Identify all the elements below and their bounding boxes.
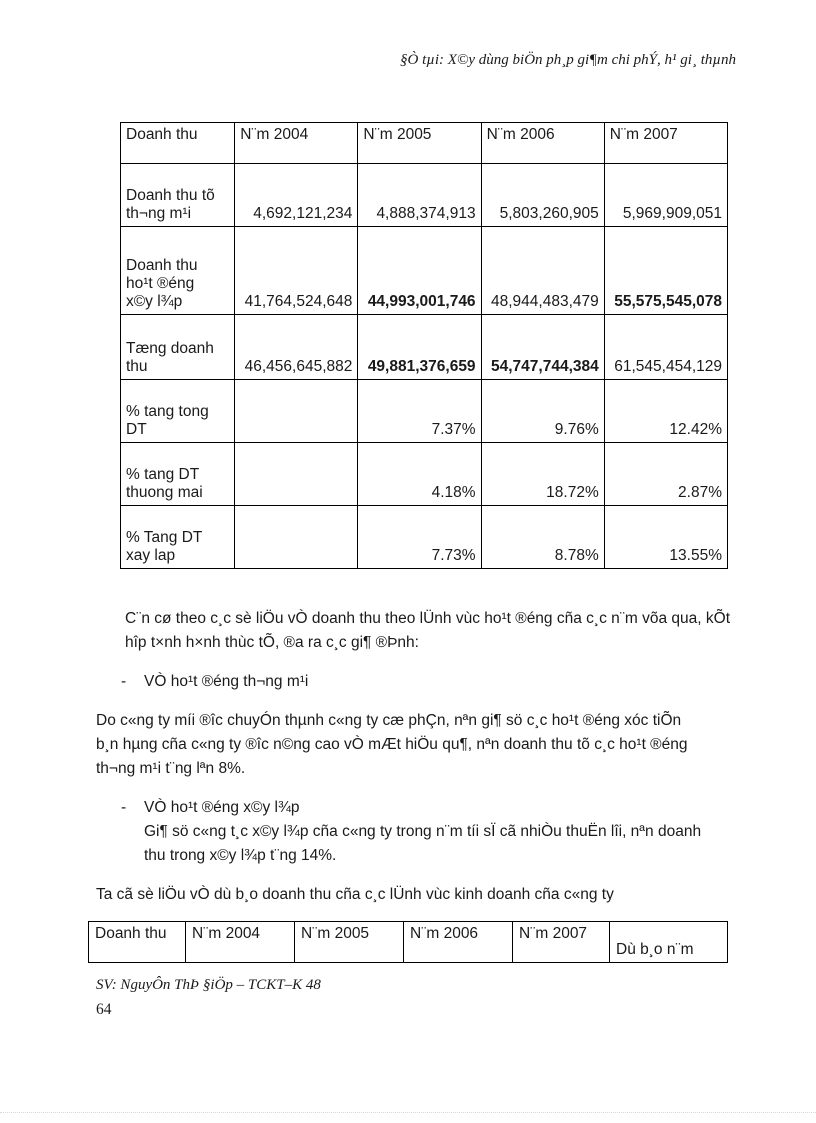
table-cell: 4.18% — [358, 443, 481, 506]
table-cell: 8.78% — [481, 506, 604, 569]
table-cell: 46,456,645,882 — [235, 315, 358, 380]
header-cell: Doanh thu — [89, 922, 186, 963]
table-cell: 9.76% — [481, 380, 604, 443]
table-cell: 18.72% — [481, 443, 604, 506]
header-cell: N¨m 2007 — [604, 123, 727, 164]
bullet-item: VÒ ho¹t ®éng x©y l¾p — [144, 799, 300, 816]
forecast-table — [88, 921, 728, 963]
table-cell: 4,692,121,234 — [235, 164, 358, 227]
table-cell: 2.87% — [604, 443, 727, 506]
page-header: §Ò tµi: X©y dùng biÖn ph¸p gi¶m chi phÝ, h¹ gi¸ thµnh — [400, 52, 736, 68]
table-cell — [235, 506, 358, 569]
table-cell: 7.37% — [358, 380, 481, 443]
table-row — [121, 443, 728, 506]
row-label: % tang DT thuong mai — [121, 443, 235, 506]
paragraph-line: Ta cã sè liÖu vÒ dù b¸o doanh thu cña c¸c lÜnh vùc kinh doanh cña c«ng ty — [96, 886, 614, 903]
paragraph-line: hîp t×nh h×nh thùc tÕ, ®a ra c¸c gi¶ ®Þnh: — [125, 634, 419, 651]
table-cell: 13.55% — [604, 506, 727, 569]
table-row — [121, 380, 728, 443]
table-cell: 5,803,260,905 — [481, 164, 604, 227]
table-cell: 54,747,744,384 — [481, 315, 604, 380]
paragraph-line: Do c«ng ty míi ®îc chuyÓn thµnh c«ng ty cæ phÇn, nªn gi¶ sö c¸c ho¹t ®éng xóc tiÕn — [96, 712, 682, 729]
table-row — [121, 315, 728, 380]
row-label: Doanh thu tõ th¬ng m¹i — [121, 164, 235, 227]
header-cell: N¨m 2007 — [513, 922, 610, 963]
paragraph-line: th¬ng m¹i t¨ng lªn 8%. — [96, 760, 246, 777]
bullet-dash: - — [121, 673, 127, 690]
table-cell: 49,881,376,659 — [358, 315, 481, 380]
paragraph-line: C¨n cø theo c¸c sè liÖu vÒ doanh thu theo lÜnh vùc ho¹t ®éng cña c¸c n¨m võa qua, kÕt — [125, 610, 731, 627]
table-cell: 7.73% — [358, 506, 481, 569]
table-cell — [235, 380, 358, 443]
header-cell: N¨m 2006 — [481, 123, 604, 164]
table-cell — [235, 443, 358, 506]
header-cell: N¨m 2006 — [404, 922, 513, 963]
revenue-table — [120, 122, 728, 569]
table-cell: 4,888,374,913 — [358, 164, 481, 227]
bullet-item: VÒ ho¹t ®éng th¬ng m¹i — [144, 673, 309, 690]
table-cell: 44,993,001,746 — [358, 227, 481, 315]
page-divider — [0, 1112, 816, 1113]
paragraph-line: thu trong x©y l¾p t¨ng 14%. — [144, 847, 337, 864]
footer-author: SV: NguyÔn ThÞ §iÖp – TCKT–K 48 — [96, 977, 321, 993]
table-header-row — [121, 123, 728, 164]
row-label: % tang tong DT — [121, 380, 235, 443]
row-label: Doanh thu ho¹t ®éng x©y l¾p — [121, 227, 235, 315]
table-cell: 61,545,454,129 — [604, 315, 727, 380]
page-number: 64 — [96, 1001, 112, 1018]
table-row — [121, 227, 728, 315]
header-cell: Doanh thu — [121, 123, 235, 164]
paragraph-line: b¸n hµng cña c«ng ty ®îc n©ng cao vÒ mÆt hiÖu qu¶, nªn doanh thu tõ c¸c ho¹t ®éng — [96, 736, 688, 753]
header-cell: Dù b¸o n¨m — [610, 922, 728, 963]
header-cell: N¨m 2004 — [235, 123, 358, 164]
table-cell: 55,575,545,078 — [604, 227, 727, 315]
header-cell: N¨m 2005 — [295, 922, 404, 963]
paragraph-line: Gi¶ sö c«ng t¸c x©y l¾p cña c«ng ty trong n¨m tíi sÏ cã nhiÒu thuËn lîi, nªn doanh — [144, 823, 702, 840]
table-row — [121, 164, 728, 227]
table-header-row — [89, 922, 728, 963]
header-cell: N¨m 2005 — [358, 123, 481, 164]
table-cell: 41,764,524,648 — [235, 227, 358, 315]
table-cell: 12.42% — [604, 380, 727, 443]
table-cell: 48,944,483,479 — [481, 227, 604, 315]
table-cell: 5,969,909,051 — [604, 164, 727, 227]
table-row — [121, 506, 728, 569]
row-label: % Tang DT xay lap — [121, 506, 235, 569]
bullet-dash: - — [121, 799, 127, 816]
header-cell: N¨m 2004 — [186, 922, 295, 963]
row-label: Tæng doanh thu — [121, 315, 235, 380]
